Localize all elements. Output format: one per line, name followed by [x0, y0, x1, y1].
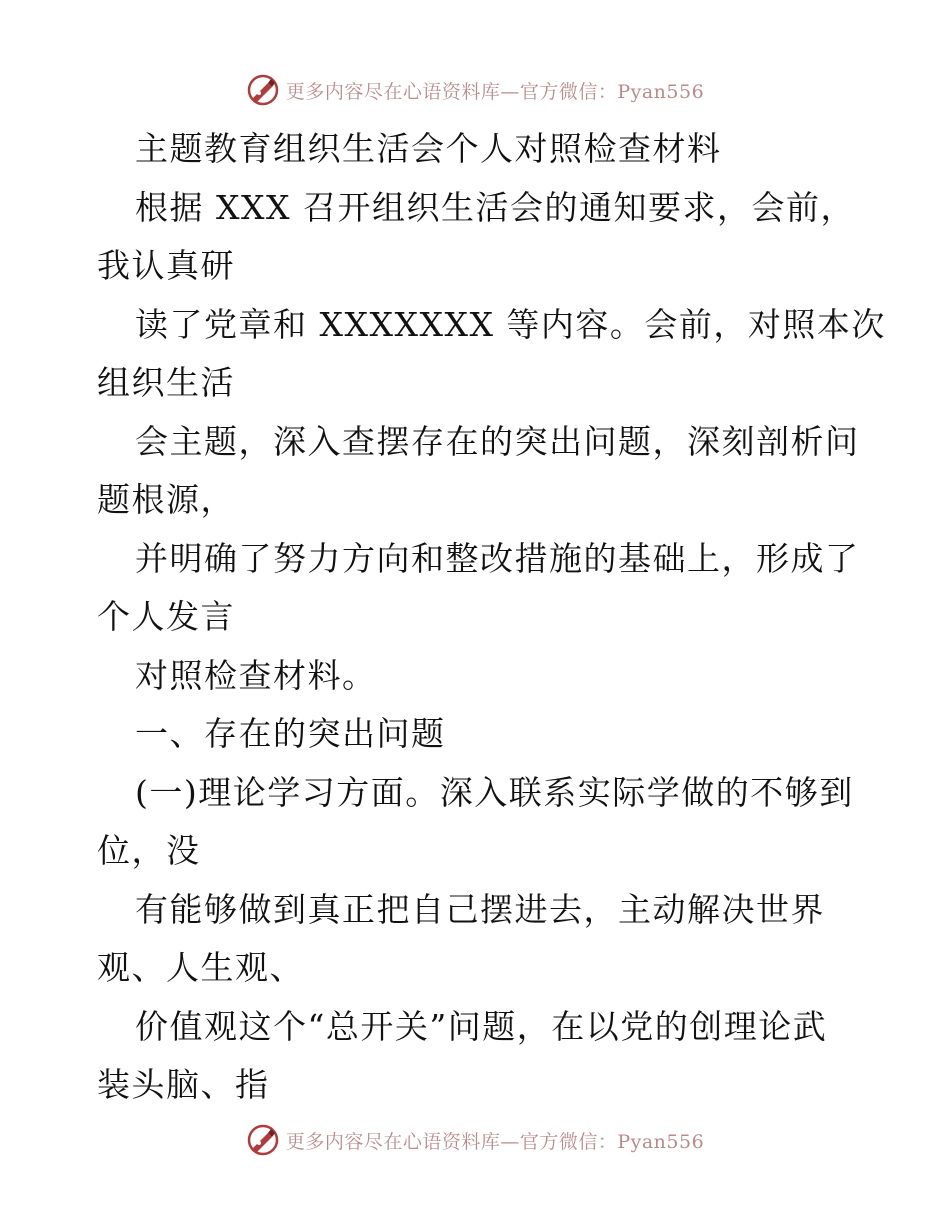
document-line: 题根源， — [97, 480, 235, 519]
document-line: 价值观这个“总开关”问题，在以党的创理论武 — [135, 1006, 828, 1046]
document-line: 观、人生观、 — [97, 948, 304, 987]
document-line: 读了党章和 XXXXXXX 等内容。会前，对照本次 — [135, 304, 886, 344]
document-line: 会主题，深入查摆存在的突出问题，深刻剖析问 — [135, 421, 860, 461]
header-banner-inner — [246, 73, 704, 107]
document-line: 有能够做到真正把自己摆进去，主动解决世界 — [135, 889, 825, 929]
footer-banner-text: 更多内容尽在心语资料库—官方微信：Pyan556 — [285, 1130, 705, 1153]
document-line: 主题教育组织生活会个人对照检查材料 — [135, 129, 722, 168]
document-line: 一、存在的突出问题 — [135, 714, 446, 753]
document-line: 根据 XXX 召开组织生活会的通知要求，会前， — [135, 187, 855, 227]
header-banner — [0, 70, 950, 110]
document-line: 对照检查材料。 — [135, 655, 377, 695]
document-body — [97, 120, 886, 1115]
footer-banner-inner — [246, 1123, 704, 1157]
pen-circle-logo-icon — [246, 73, 280, 107]
document-line: 并明确了努力方向和整改措施的基础上，形成了 — [135, 538, 860, 578]
document-line: 位，没 — [97, 831, 201, 870]
document-line: 装头脑、指 — [97, 1065, 270, 1104]
document-line: (一)理论学习方面。深入联系实际学做的不够到 — [135, 772, 854, 812]
footer-banner — [0, 1120, 950, 1160]
header-banner-text: 更多内容尽在心语资料库—官方微信：Pyan556 — [285, 80, 705, 103]
document-line: 个人发言 — [97, 597, 235, 636]
pen-circle-logo-icon — [246, 1123, 280, 1157]
document-line: 组织生活 — [97, 363, 235, 402]
document-line: 我认真研 — [97, 246, 235, 285]
